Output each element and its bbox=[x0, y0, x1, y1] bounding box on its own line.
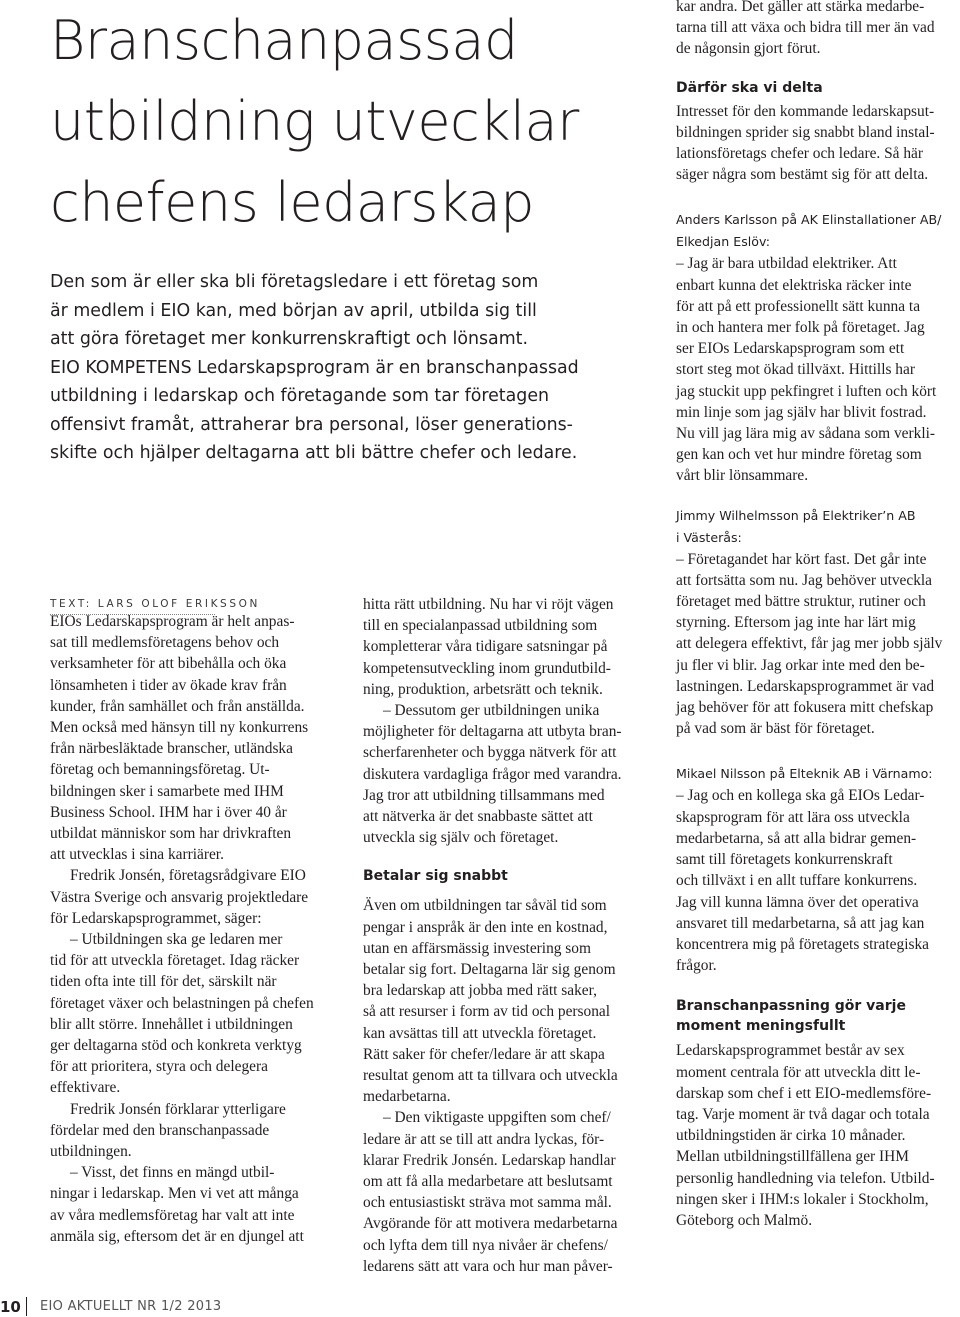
speaker-jimmy: Jimmy Wilhelmsson på Elektriker’n AB bbox=[676, 507, 916, 523]
text-line: att nätverka är det snabbaste sättet att bbox=[363, 808, 593, 826]
text-line: jag stuckit upp pekfingret i luften och kört bbox=[676, 382, 937, 400]
ingress-line: Den som är eller ska bli företagsledare i ett företag som bbox=[50, 272, 539, 292]
text-line: företag och bemanningsföretag. Ut- bbox=[50, 761, 270, 779]
text-line: Fredrik Jonsén förklarar ytterligare bbox=[70, 1100, 286, 1118]
text-line: moment centrala för att utveckla ditt le- bbox=[676, 1063, 921, 1081]
ingress-line: skifte och hjälper deltagarna att bli bättre chefer och ledare. bbox=[50, 443, 578, 463]
speaker-anders: Anders Karlsson på AK Elinstallationer AB/ bbox=[676, 212, 942, 228]
text-line: ledare är att se till att andra lyckas, för- bbox=[363, 1130, 605, 1148]
text-line: kunder, från samhället och från anställda. bbox=[50, 697, 305, 715]
text-line: ju fler vi blir. Jag orkar inte med den be- bbox=[676, 656, 925, 674]
text-line: tag. Varje moment är två dagar och totala bbox=[676, 1105, 930, 1123]
paragraph bbox=[50, 865, 330, 929]
text-line: att utvecklas i sina karriärer. bbox=[50, 846, 224, 864]
text-line: utveckla sig själv och företaget. bbox=[363, 829, 559, 847]
speaker-anders: Elkedjan Eslöv: bbox=[676, 234, 770, 250]
text-line: företaget växer och belastningen på chefen bbox=[50, 994, 314, 1012]
quote-anders bbox=[676, 253, 960, 486]
text-line: Göteborg och Malmö. bbox=[676, 1211, 813, 1229]
headline-line: chefens ledarskap bbox=[50, 171, 535, 234]
paragraph bbox=[676, 1040, 960, 1231]
text-line: Mellan utbildningstillfällena ger IHM bbox=[676, 1148, 909, 1166]
text-line: att fortsätta som nu. Jag behöver utveckla bbox=[676, 571, 933, 589]
text-line: hitta rätt utbildning. Nu har vi röjt vägen bbox=[363, 596, 614, 613]
text-line: utbildat människor som har drivkraften bbox=[50, 825, 292, 843]
text-line: tid för att utveckla företaget. Idag räcker bbox=[50, 952, 300, 970]
text-line: vårt blir lönsammare. bbox=[676, 467, 809, 485]
text-line: Ledarskapsprogrammet består av sex bbox=[676, 1042, 905, 1060]
text-line: – Visst, det finns en mängd utbil- bbox=[70, 1164, 275, 1182]
speaker-jimmy: i Västerås: bbox=[676, 529, 742, 545]
paragraph bbox=[50, 1162, 330, 1247]
text-line: för att prioritera, styra och delegera bbox=[50, 1058, 268, 1076]
publication-name: EIO AKTUELLT NR 1/2 2013 bbox=[40, 1299, 222, 1314]
text-line: samt till företagets konkurrenskraft bbox=[676, 851, 893, 869]
text-line: – Jag är bara utbildad elektriker. Att bbox=[676, 255, 897, 273]
text-line: Även om utbildningen tar såväl tid som bbox=[363, 897, 607, 915]
text-line: – Företagandet har kört fast. Det går inte bbox=[676, 550, 927, 568]
text-line: Jag tror att utbildning tillsammans med bbox=[363, 786, 605, 804]
text-line: ningen sker i IHM:s lokaler i Stockholm, bbox=[676, 1190, 929, 1208]
text-line: klarar Fredrik Jonsén. Ledarskap handlar bbox=[363, 1151, 616, 1169]
text-line: Business School. IHM har i över 40 år bbox=[50, 803, 287, 821]
text-line: ningar i ledarskap. Men vi vet att många bbox=[50, 1185, 299, 1203]
text-line: – Den viktigaste uppgiften som chef/ bbox=[383, 1109, 611, 1127]
text-line: utbildningen. bbox=[50, 1143, 132, 1161]
text-line: Västra Sverige och ansvarig projektledare bbox=[50, 888, 309, 906]
text-line: ning, produktion, arbetsrätt och teknik. bbox=[363, 680, 603, 698]
text-line: personlig handledning via telefon. Utbild- bbox=[676, 1169, 935, 1187]
ingress-line: är medlem i EIO kan, med början av april, utbilda sig till bbox=[50, 300, 537, 321]
text-line: möjligheter för deltagarna att utbyta bran- bbox=[363, 723, 622, 741]
text-line: resultat genom att ta tillvara och utveckla bbox=[363, 1067, 618, 1085]
text-line: lationsföretags chefer och ledare. Så här bbox=[676, 145, 923, 163]
headline-line: utbildning utvecklar bbox=[50, 90, 579, 153]
text-line: och entusiastiskt sträva mot samma mål. bbox=[363, 1194, 612, 1212]
body-column-1 bbox=[50, 611, 330, 1247]
text-line: ansvaret till medarbetarna, så att jag kan bbox=[676, 914, 925, 932]
text-line: lönsamheten i tider av ökade krav från bbox=[50, 676, 287, 694]
text-line: kar andra. Det gäller att stärka medarbe- bbox=[676, 0, 925, 15]
text-line: på vad som är bäst för företaget. bbox=[676, 720, 875, 738]
text-line: Fredrik Jonsén, företagsrådgivare EIO bbox=[70, 867, 306, 885]
paragraph bbox=[50, 611, 330, 865]
text-line: Jag vill kunna lämna över det operativa bbox=[676, 893, 919, 911]
text-line: Avgörande för att motivera medarbetarna bbox=[363, 1215, 618, 1233]
text-line: utbildningstiden är cirka 10 månader. bbox=[676, 1127, 906, 1145]
text-line: och lyfta dem till nya nivåer är chefens/ bbox=[363, 1236, 608, 1254]
text-line: diskutera vardagliga frågor med varandra. bbox=[363, 765, 622, 783]
paragraph bbox=[363, 594, 643, 700]
headline bbox=[50, 0, 660, 243]
text-line: gen kan och vet hur mindre företag som bbox=[676, 446, 922, 464]
quote-mikael bbox=[676, 785, 960, 976]
text-line: tiden ofta inte till för det, särskilt när bbox=[50, 973, 277, 991]
headline-line: Branschanpassad bbox=[50, 9, 518, 72]
footer-divider bbox=[26, 1297, 27, 1316]
text-line: frågor. bbox=[676, 957, 717, 975]
text-line: kan avsättas till att utveckla företaget. bbox=[363, 1024, 597, 1042]
text-line: kompetensutveckling inom grundutbild- bbox=[363, 659, 611, 677]
text-line: – Jag och en kollega ska gå EIOs Ledar- bbox=[676, 787, 925, 805]
text-line: stort steg mot ökad tillväxt. Hittills har bbox=[676, 361, 915, 379]
text-line: bildningen sker i samarbete med IHM bbox=[50, 782, 284, 800]
paragraph bbox=[676, 101, 960, 186]
paragraph bbox=[363, 1107, 643, 1277]
text-line: ledarens sätt att vara och hur man påver- bbox=[363, 1257, 613, 1275]
paragraph bbox=[363, 700, 643, 848]
text-line: fördelar med den branschanpassade bbox=[50, 1121, 270, 1139]
text-line: sat till medlemsföretagens behov och bbox=[50, 634, 280, 652]
text-line: för Ledarskapsprogrammet, säger: bbox=[50, 909, 262, 927]
text-line: att delegera effektivt, får jag mer jobb själv bbox=[676, 635, 943, 653]
text-line: tarna till att växa och bidra till mer än vad bbox=[676, 19, 935, 37]
text-line: kompletterar våra tidigare satsningar på bbox=[363, 638, 608, 656]
text-line: om att få alla medarbetare att beslutsamt bbox=[363, 1173, 613, 1191]
text-line: enbart kunna det elektriska räcker inte bbox=[676, 276, 912, 294]
ingress-line: att göra företaget mer konkurrenskraftigt och lönsamt. bbox=[50, 329, 528, 349]
text-line: verksamheter för att bibehålla och öka bbox=[50, 655, 287, 673]
text-line: – Dessutom ger utbildningen unika bbox=[383, 702, 600, 720]
text-line: för att på ett professionellt sätt kunna ta bbox=[676, 297, 921, 315]
text-line: medarbetarna, så att alla bidrar gemen- bbox=[676, 829, 917, 847]
text-line: till en specialanpassad utbildning som bbox=[363, 617, 598, 635]
text-line: företaget med bättre struktur, rutiner och bbox=[676, 593, 926, 611]
text-line: in och hantera mer folk på företaget. Jag bbox=[676, 319, 925, 337]
text-line: darskap som chef i ett EIO-medlemsföre- bbox=[676, 1084, 932, 1102]
text-line: bildningen sprider sig snabbt bland instal- bbox=[676, 123, 935, 141]
paragraph bbox=[676, 0, 960, 60]
page-number: 10 bbox=[0, 1298, 21, 1316]
text-line: ger deltagarna stöd och konkreta verktyg bbox=[50, 1037, 302, 1055]
text-line: ser EIOs Ledarskapsprogram som ett bbox=[676, 340, 905, 358]
text-line: Men också med hänsyn till ny konkurrens bbox=[50, 719, 309, 737]
text-line: betalar sig fort. Deltagarna lär sig genom bbox=[363, 961, 616, 979]
ingress-line: offensivt framåt, attraherar bra personal, löser generations- bbox=[50, 414, 573, 435]
body-column-3 bbox=[676, 0, 960, 1231]
text-line: koncentrera mig på företagets strategiska bbox=[676, 935, 929, 953]
text-line: skapsprogram för att lära oss utveckla bbox=[676, 808, 910, 826]
text-line: bra ledarskap att jobba med rätt saker, bbox=[363, 982, 597, 1000]
quote-jimmy bbox=[676, 549, 960, 740]
ingress bbox=[50, 268, 620, 468]
text-line: blir allt större. Innehållet i utbildningen bbox=[50, 1015, 293, 1033]
text-line: Rätt saker för chefer/ledare är att skapa bbox=[363, 1045, 605, 1063]
speaker-mikael: Mikael Nilsson på Elteknik AB i Värnamo: bbox=[676, 766, 933, 782]
subheading-branschanpassning: moment meningsfullt bbox=[676, 1018, 846, 1035]
text-line: de någonsin gjort förut. bbox=[676, 40, 821, 58]
text-line: Nu vill jag lära mig av sådana som verkli- bbox=[676, 425, 936, 443]
ingress-line: utbildning i ledarskap och företagande som tar företagen bbox=[50, 386, 550, 406]
text-line: medarbetarna. bbox=[363, 1088, 451, 1106]
text-line: från närbesläktade branscher, utländska bbox=[50, 740, 293, 758]
text-line: Intresset för den kommande ledarskapsut- bbox=[676, 102, 935, 120]
paragraph bbox=[50, 1099, 330, 1163]
text-line: EIOs Ledarskapsprogram är helt anpas- bbox=[50, 613, 295, 630]
text-line: scherfarenheter och bygga nätverk för att bbox=[363, 744, 617, 762]
body-column-2 bbox=[363, 594, 643, 1277]
text-line: effektivare. bbox=[50, 1079, 121, 1097]
text-line: så att resurser i form av tid och personal bbox=[363, 1003, 611, 1021]
ingress-line: EIO KOMPETENS Ledarskapsprogram är en branschanpassad bbox=[50, 357, 579, 378]
text-line: min linje som jag själv har blivit fostrad. bbox=[676, 403, 927, 421]
text-line: pengar i anspråk är den inte en kostnad, bbox=[363, 918, 608, 936]
paragraph bbox=[363, 895, 643, 1107]
text-line: och tillväxt i en allt tuffare konkurrens. bbox=[676, 872, 918, 890]
byline: TEXT: LARS OLOF ERIKSSON bbox=[50, 598, 215, 615]
subheading-branschanpassning: Branschanpassning gör varje bbox=[676, 998, 906, 1015]
paragraph bbox=[50, 929, 330, 1099]
text-line: säger några som bestämt sig för att delta. bbox=[676, 166, 929, 184]
text-line: jag behöver för att fokusera mitt chefskap bbox=[676, 699, 934, 717]
text-line: utan en affärsmässig investering som bbox=[363, 939, 591, 957]
text-line: – Utbildningen ska ge ledaren mer bbox=[70, 931, 283, 949]
subheading-betalar: Betalar sig snabbt bbox=[363, 868, 508, 885]
text-line: styrning. Eftersom jag inte har lärt mig bbox=[676, 614, 916, 632]
text-line: av våra medlemsföretag har valt att inte bbox=[50, 1206, 295, 1224]
subheading-darfor: Därför ska vi delta bbox=[676, 79, 823, 96]
text-line: lastningen. Ledarskapsprogrammet är vad bbox=[676, 677, 935, 695]
text-line: anmäla sig, eftersom det är en djungel att bbox=[50, 1227, 304, 1245]
